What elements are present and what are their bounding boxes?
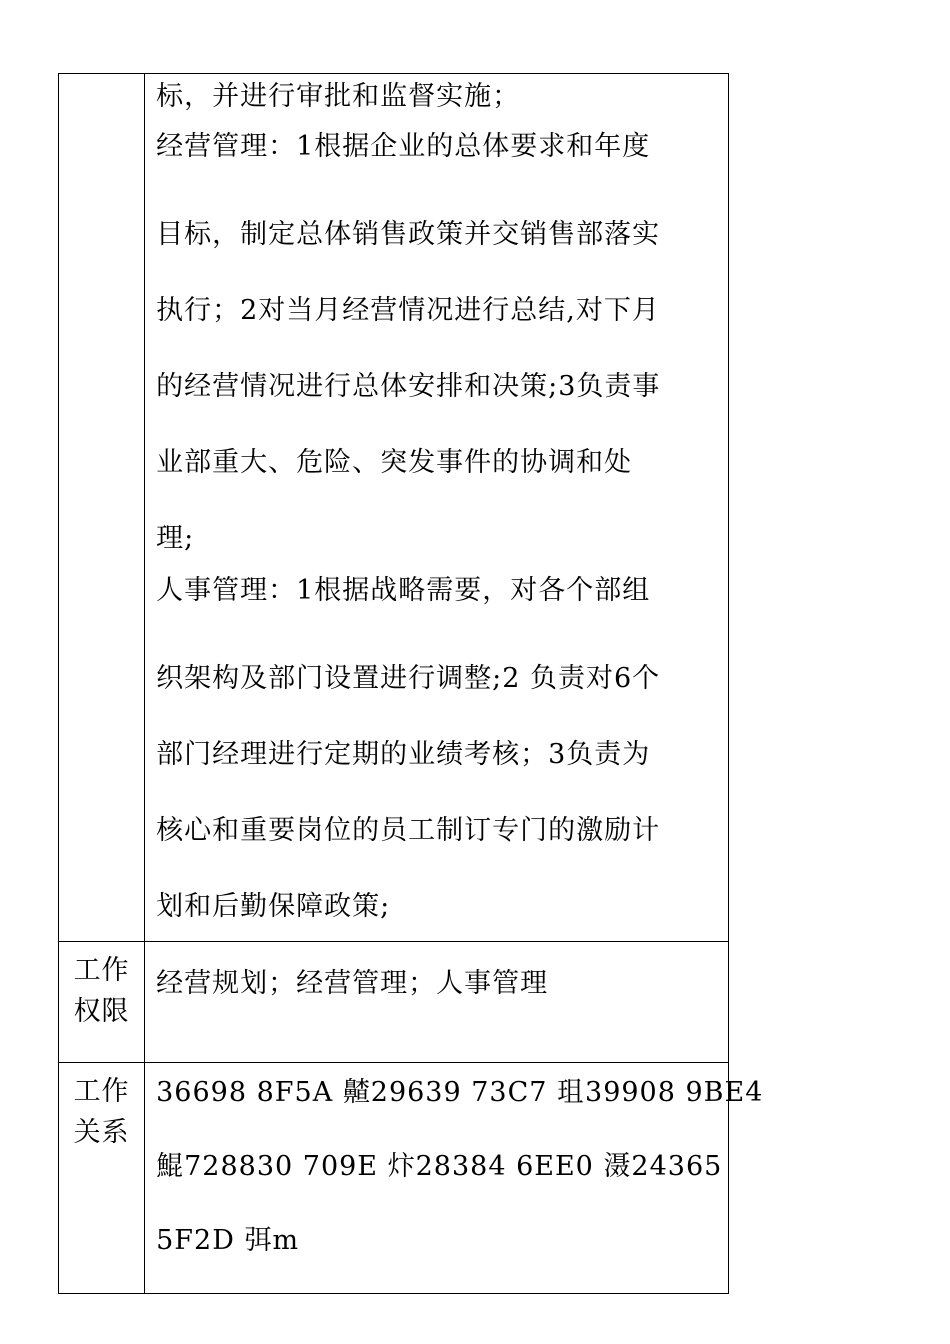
row-label-empty [59,74,145,942]
text-line: 鯤728830 709E 炞28384 6EE0 滠24365 [156,1151,723,1182]
duties-content [145,74,729,942]
text-line: 目标，制定总体销售政策并交销售部落实 [156,219,661,250]
text-line: 经营规划；经营管理；人事管理 [156,968,549,999]
text-line: 36698 8F5A 齄29639 73C7 珇39908 9BE4 [156,1077,764,1108]
text-line: 核心和重要岗位的员工制订专门的激励计 [156,815,661,846]
text-line: 人事管理：1根据战略需要，对各个部组 [156,575,651,606]
label-line: 关系 [73,1117,130,1148]
table-row-duties [59,74,729,942]
text-line: 5F2D 弭m [156,1225,300,1256]
text-line: 的经营情况进行总体安排和决策;3负责事 [156,371,661,402]
text-line: 业部重大、危险、突发事件的协调和处 [156,447,633,478]
label-line: 工作 [73,955,130,986]
text-line: 划和后勤保障政策; [156,891,391,922]
text-line: 标，并进行审批和监督实施； [156,81,521,112]
text-line: 理; [156,523,195,554]
row-label-authority [59,942,145,1063]
label-line: 工作 [73,1076,130,1107]
text-line: 执行；2对当月经营情况进行总结,对下月 [156,295,660,326]
label-line: 权限 [73,996,130,1027]
text-line: 部门经理进行定期的业绩考核；3负责为 [156,739,651,770]
authority-content [145,942,729,1063]
text-line: 经营管理：1根据企业的总体要求和年度 [156,131,651,162]
table-row-relations [59,1063,729,1294]
duty-table [58,73,764,1294]
table-row-authority [59,942,729,1063]
row-label-relations [59,1063,145,1294]
text-line: 织架构及部门设置进行调整;2 负责对6个 [156,663,661,694]
relations-content [145,1063,764,1294]
